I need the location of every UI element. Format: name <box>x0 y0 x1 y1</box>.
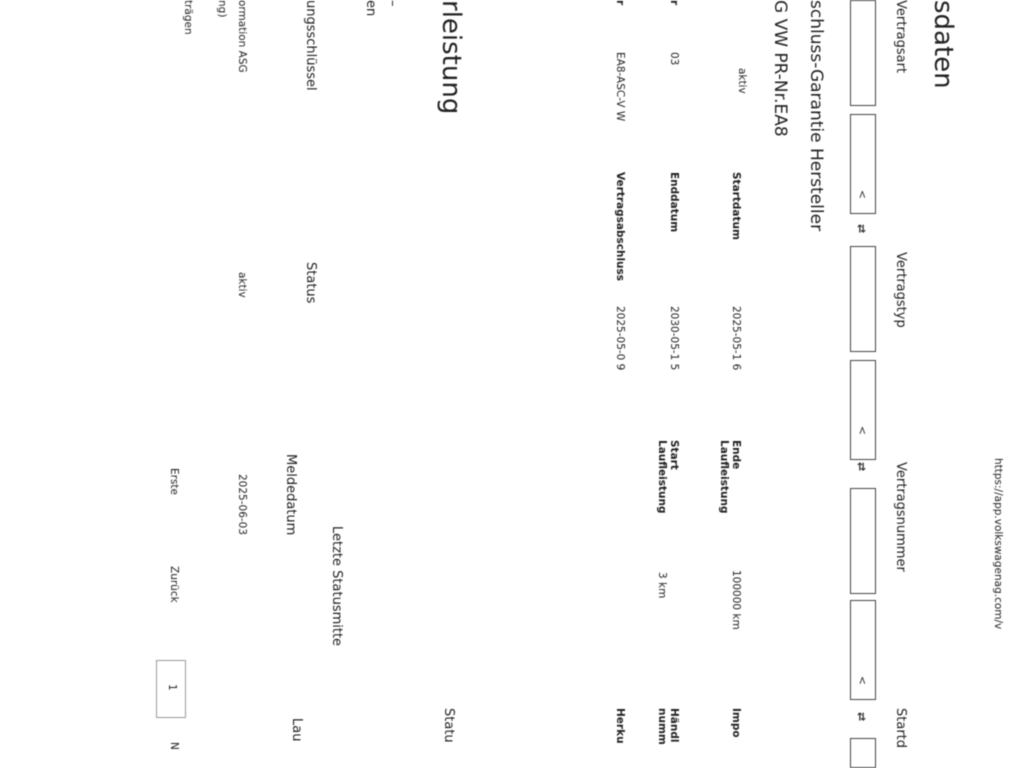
laufleistung-header: Lau <box>289 718 304 742</box>
clear-filter-icon[interactable]: ⇄ <box>855 462 868 471</box>
chevron-down-icon[interactable]: < <box>856 190 868 199</box>
startdatum-input[interactable] <box>850 738 876 768</box>
ende-laufleistung-value: 100000 km <box>730 570 742 630</box>
leistung-title: rleistung <box>436 0 466 115</box>
pagination-next[interactable]: N <box>168 742 180 750</box>
meldedatum-header: Meldedatum <box>283 454 298 536</box>
pagination-current[interactable]: 1 <box>166 684 178 691</box>
vertragsnummer-select[interactable] <box>850 600 876 700</box>
vertragstyp-input[interactable] <box>850 246 876 352</box>
page-title: sdaten <box>928 0 958 89</box>
contract-col0-label: r <box>668 0 680 6</box>
url-text[interactable]: https://app.volkswagenag.com/v <box>992 458 1004 630</box>
filter-label-startdatum: Startd <box>893 708 908 749</box>
startdatum-label: Startdatum <box>730 172 742 240</box>
contract-heading: schluss-Garantie Hersteller <box>806 0 826 232</box>
contract-code-value: 03 <box>668 52 680 66</box>
vertragsabschluss-value: 2025-05-0 9 <box>614 306 626 371</box>
clear-filter-icon[interactable]: ⇄ <box>855 224 868 233</box>
leistung-info-asg: ormation ASG <box>236 0 248 73</box>
importeur-label: Impo <box>730 708 742 738</box>
chevron-down-icon[interactable]: < <box>856 676 868 685</box>
status-value: aktiv <box>236 272 248 298</box>
contract-program-value: EA8-ASC-V W <box>614 52 626 122</box>
start-laufleistung-label: Start Laufleistung <box>656 440 680 514</box>
pagination-first[interactable]: Erste <box>168 468 180 495</box>
ende-laufleistung-label: Ende Laufleistung <box>718 440 742 514</box>
filter-label-vertragsnummer: Vertragsnummer <box>893 462 908 572</box>
leistung-status2-label: Statu <box>441 708 456 743</box>
vertragsabschluss-label: Vertragsabschluss <box>614 172 626 282</box>
vertragsart-select[interactable] <box>850 114 876 214</box>
filter-label-vertragstyp: Vertragstyp <box>893 252 908 328</box>
herkunft-label: Herku <box>614 708 626 744</box>
chevron-down-icon[interactable]: < <box>856 426 868 435</box>
enddatum-label: Enddatum <box>668 172 680 233</box>
filter-label-vertragsart: Vertragsart <box>893 0 908 74</box>
vertragstyp-select[interactable] <box>850 360 876 460</box>
leistung-fragment-traegen: trägen <box>182 0 194 35</box>
leistung-fragment-ng: ng) <box>216 0 228 18</box>
meldedatum-value: 2025-06-03 <box>236 474 248 536</box>
leistungsschluessel-header: ungsschlüssel <box>303 0 318 91</box>
vertragsnummer-input[interactable] <box>850 488 876 594</box>
leistung-fragment-0: – <box>385 0 400 7</box>
contract-col0-label-2: r <box>614 0 626 6</box>
clear-filter-icon[interactable]: ⇄ <box>855 712 868 721</box>
status-header: Status <box>303 262 318 304</box>
leistung-fragment-1: en <box>363 0 378 17</box>
start-laufleistung-value: 3 km <box>656 572 668 599</box>
haendler-label: Händl numm <box>656 708 680 745</box>
contract-subheading: G VW PR-Nr.EA8 <box>770 0 790 137</box>
pagination-back[interactable]: Zurück <box>168 566 180 603</box>
contract-status-value: aktiv <box>736 68 748 94</box>
enddatum-value: 2030-05-1 5 <box>668 306 680 371</box>
leistung-letzte-status-label: Letzte Statusmitte <box>329 526 344 647</box>
vertragsart-input[interactable] <box>850 0 876 106</box>
startdatum-value: 2025-05-1 6 <box>730 306 742 371</box>
